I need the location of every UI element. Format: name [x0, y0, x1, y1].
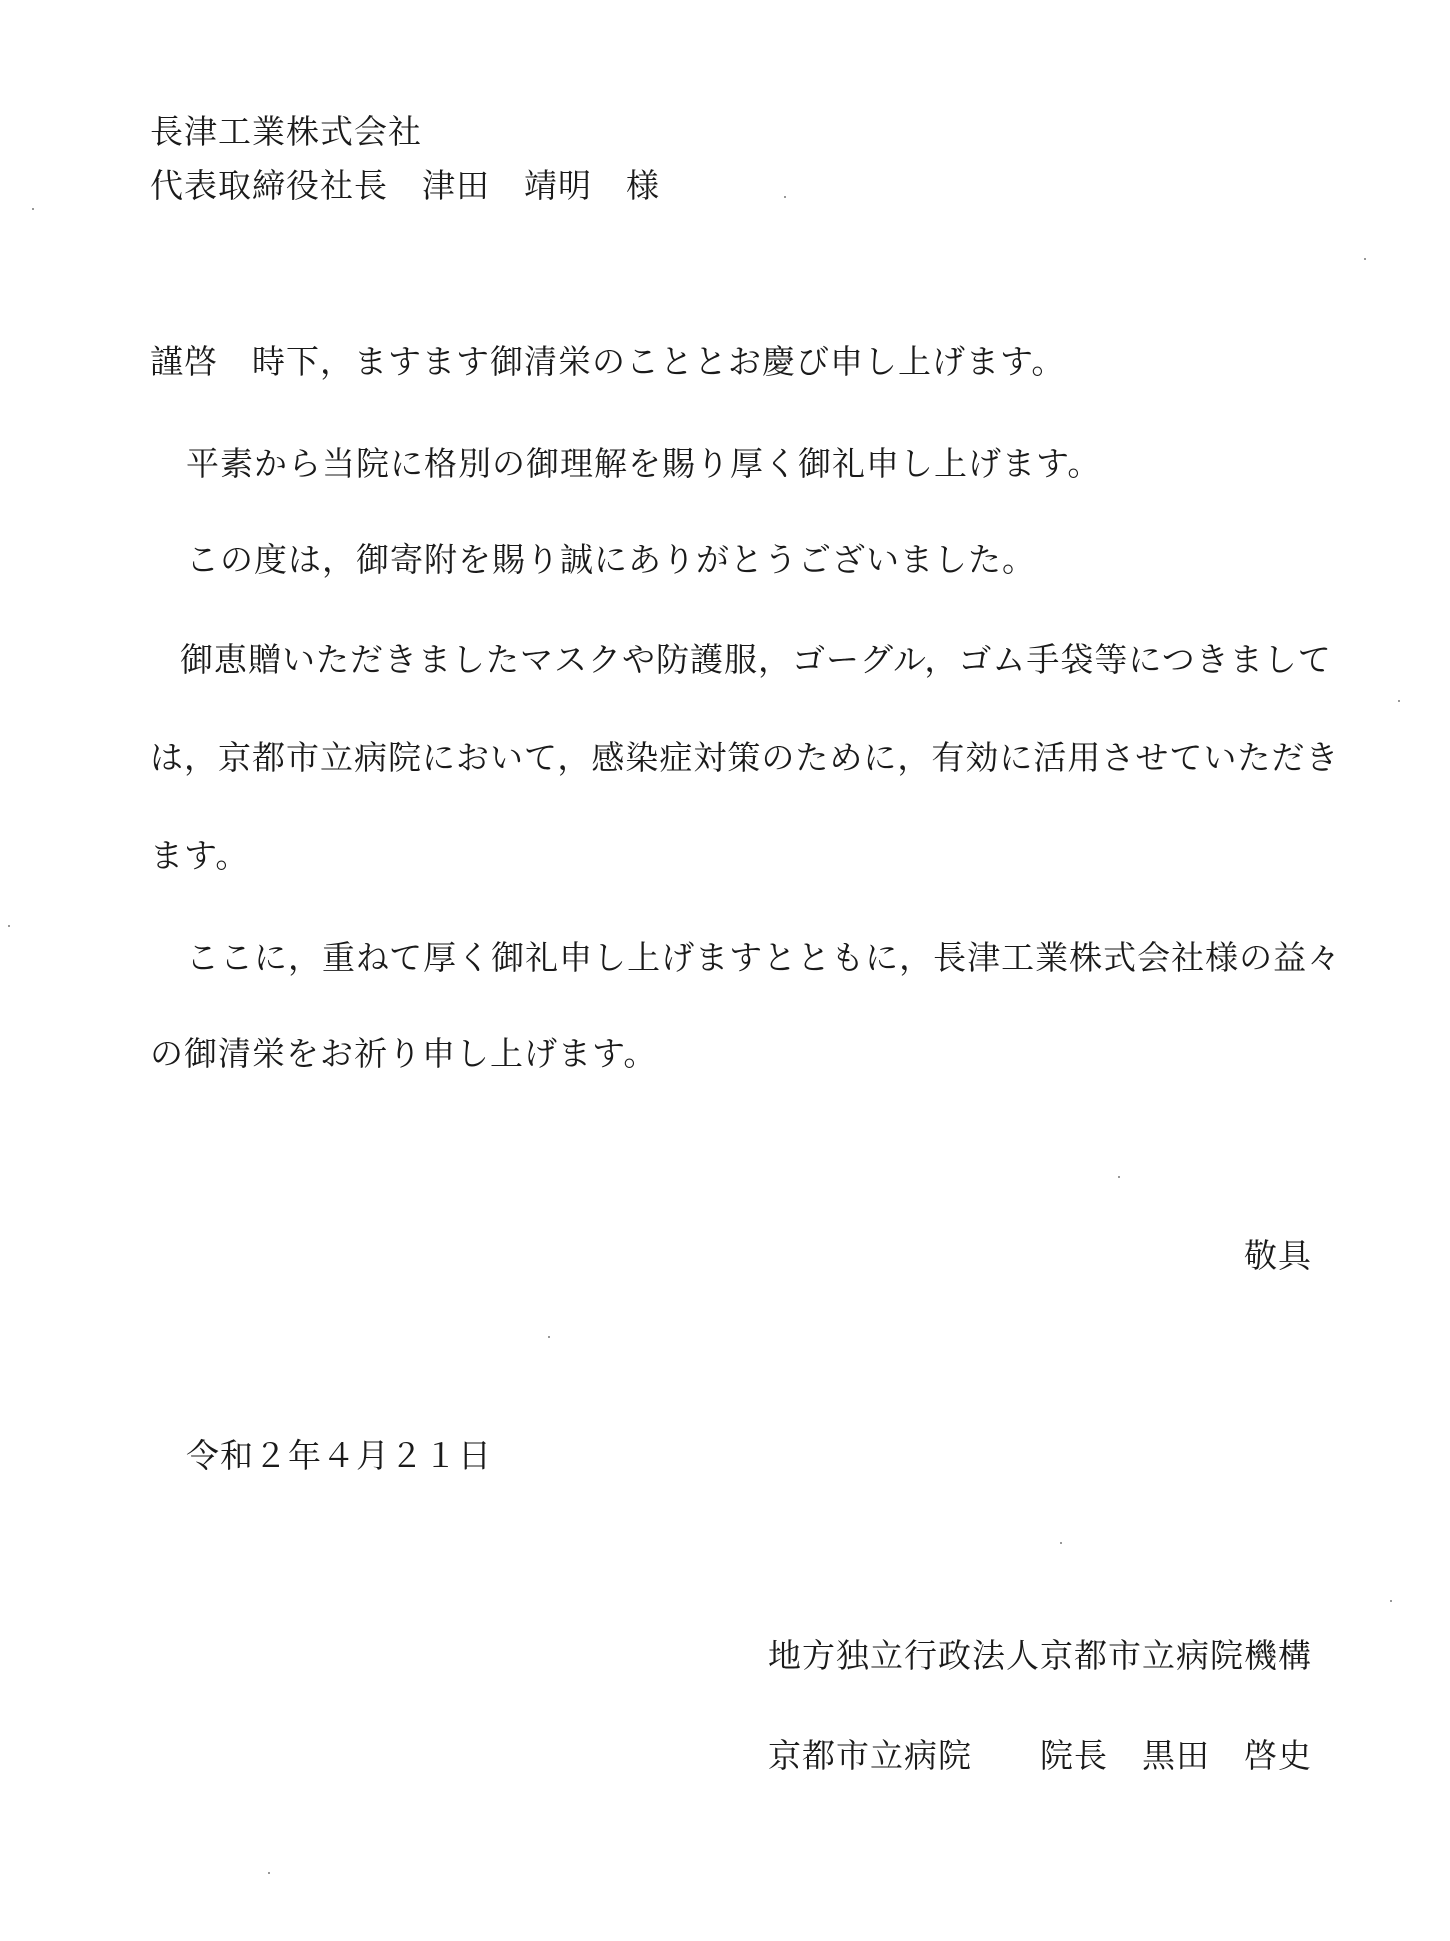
- scan-speck: [1398, 700, 1400, 702]
- closing-keigu: 敬具: [1244, 1236, 1312, 1275]
- recipient-person: 代表取締役社長 津田 靖明 様: [150, 166, 660, 205]
- letter-date: 令和２年４月２１日: [186, 1436, 492, 1475]
- scan-speck: [1390, 1600, 1392, 1602]
- paragraph-1: 平素から当院に格別の御理解を賜り厚く御礼申し上げます。: [186, 444, 1102, 483]
- scan-speck: [784, 196, 786, 198]
- greeting-line: 謹啓 時下，ますます御清栄のこととお慶び申し上げます。: [150, 342, 1066, 381]
- paragraph-4-line-1: ここに，重ねて厚く御礼申し上げますとともに，長津工業株式会社様の益々: [186, 938, 1342, 977]
- paragraph-3-line-2: は，京都市立病院において，感染症対策のために，有効に活用させていただき: [150, 738, 1340, 777]
- scan-speck: [268, 1872, 270, 1874]
- sender-organization: 地方独立行政法人京都市立病院機構: [768, 1636, 1312, 1675]
- scan-speck: [8, 925, 10, 927]
- scan-speck: [32, 208, 34, 210]
- scan-speck: [1118, 1176, 1120, 1178]
- recipient-company: 長津工業株式会社: [150, 112, 422, 151]
- scan-speck: [548, 1336, 550, 1338]
- scan-speck: [1364, 258, 1366, 260]
- paragraph-4-line-2: の御清栄をお祈り申し上げます。: [150, 1034, 658, 1073]
- paragraph-3-line-3: ます。: [150, 836, 250, 875]
- paragraph-2: この度は，御寄附を賜り誠にありがとうございました。: [186, 540, 1036, 579]
- sender-name: 京都市立病院 院長 黒田 啓史: [768, 1736, 1312, 1775]
- scan-speck: [1060, 1542, 1062, 1544]
- paragraph-3-line-1: 御恵贈いただきましたマスクや防護服，ゴーグル，ゴム手袋等につきまして: [180, 640, 1332, 679]
